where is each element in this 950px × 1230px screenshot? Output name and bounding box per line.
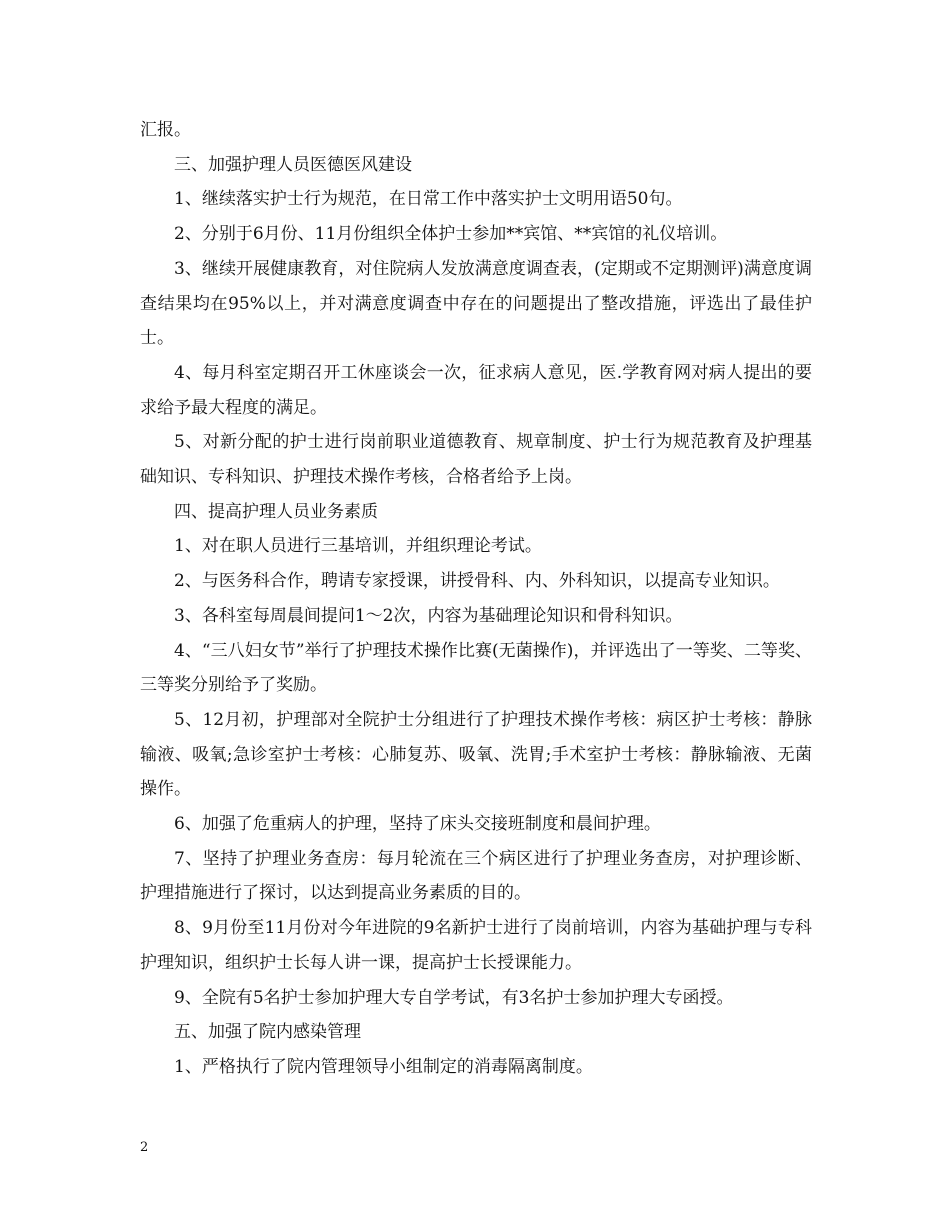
paragraph-0: 汇报。 bbox=[140, 120, 191, 140]
paragraph-14: 7、坚持了护理业务查房：每月轮流在三个病区进行了护理业务查房，对护理诊断、护理措施进行了探讨，以达到提高业务素质的目的。 bbox=[140, 848, 812, 904]
paragraph-5: 4、每月科室定期召开工休座谈会一次，征求病人意见，医.学教育网对病人提出的要求给予最大程度的满足。 bbox=[140, 362, 812, 418]
document-body bbox=[140, 113, 812, 1085]
paragraph-18: 1、严格执行了院内管理领导小组制定的消毒隔离制度。 bbox=[174, 1056, 593, 1077]
paragraph-4: 3、继续开展健康教育，对住院病人发放满意度调查表，(定期或不定期测评)满意度调查结果均在95%以上，并对满意度调查中存在的问题提出了整改措施，评选出了最佳护士。 bbox=[140, 258, 812, 349]
section-heading-4: 四、提高护理人员业务素质 bbox=[174, 501, 378, 522]
paragraph-15: 8、9月份至11月份对今年进院的9名新护士进行了岗前培训，内容为基础护理与专科护理知识，组织护士长每人讲一课，提高护士长授课能力。 bbox=[140, 918, 812, 973]
paragraph-6: 5、对新分配的护士进行岗前职业道德教育、规章制度、护士行为规范教育及护理基础知识、专科知识、护理技术操作考核，合格者给予上岗。 bbox=[140, 432, 812, 488]
paragraph-9: 2、与医务科合作，聘请专家授课，讲授骨科、内、外科知识，以提高专业知识。 bbox=[174, 571, 780, 592]
paragraph-2: 1、继续落实护士行为规范，在日常工作中落实护士文明用语50句。 bbox=[174, 189, 683, 210]
paragraph-16: 9、全院有5名护士参加护理大专自学考试，有3名护士参加护理大专函授。 bbox=[174, 987, 734, 1008]
section-heading-3: 三、加强护理人员医德医风建设 bbox=[174, 154, 412, 175]
section-heading-5: 五、加强了院内感染管理 bbox=[174, 1022, 361, 1043]
paragraph-10: 3、各科室每周晨间提问1～2次，内容为基础理论知识和骨科知识。 bbox=[174, 605, 683, 626]
paragraph-3: 2、分别于6月份、11月份组织全体护士参加**宾馆、**宾馆的礼仪培训。 bbox=[174, 224, 728, 245]
paragraph-13: 6、加强了危重病人的护理，坚持了床头交接班制度和晨间护理。 bbox=[174, 814, 661, 835]
paragraph-12: 5、12月初，护理部对全院护士分组进行了护理技术操作考核：病区护士考核：静脉输液、吸氧;急诊室护士考核：心肺复苏、吸氧、洗胃;手术室护士考核：静脉输液、无菌操作。 bbox=[140, 709, 812, 800]
page-number: 2 bbox=[140, 1140, 149, 1155]
paragraph-8: 1、对在职人员进行三基培训，并组织理论考试。 bbox=[174, 536, 542, 557]
paragraph-11: 4、“三八妇女节”举行了护理技术操作比赛(无菌操作)，并评选出了一等奖、二等奖、三等奖分别给予了奖励。 bbox=[140, 640, 812, 696]
